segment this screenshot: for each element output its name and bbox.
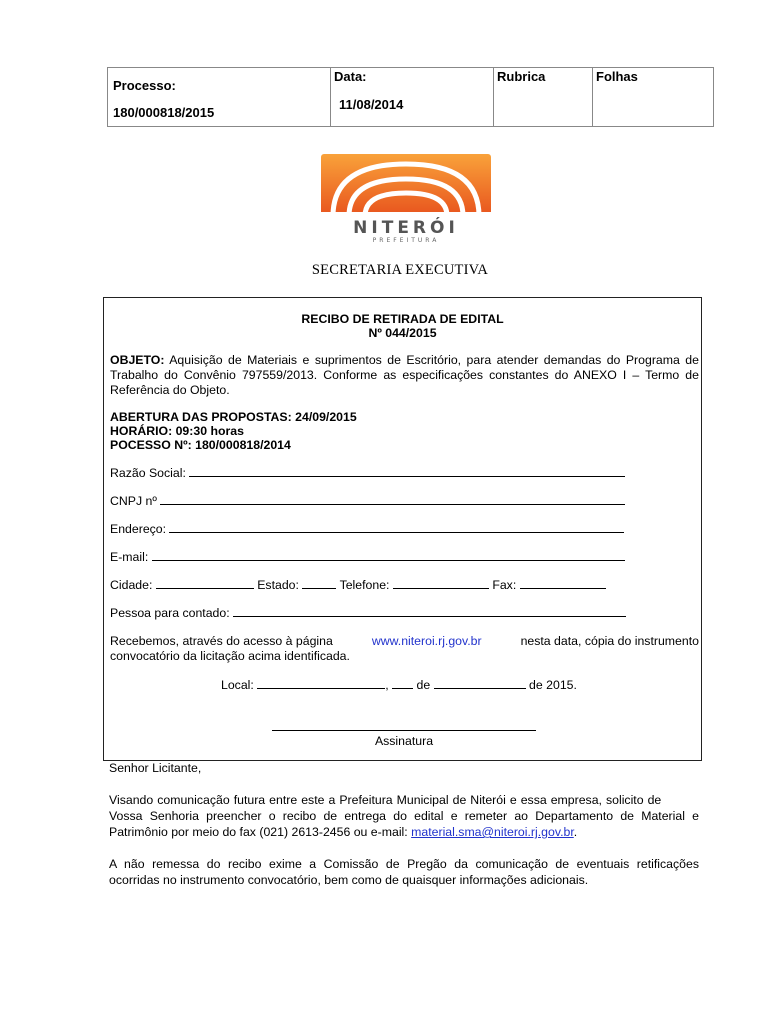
fax-line[interactable]	[520, 578, 606, 589]
remessa-line-1: A não remessa do recibo exime a Comissão de Pregão da comunicação de eventuais retificações	[109, 857, 699, 871]
rubrica-label: Rubrica	[497, 69, 546, 84]
dia-line[interactable]	[392, 678, 413, 689]
niteroi-logo	[319, 152, 493, 244]
email-line[interactable]	[152, 550, 625, 561]
mes-line[interactable]	[434, 678, 526, 689]
recebemos-line-1	[110, 634, 699, 649]
data-value: 11/08/2014	[339, 97, 404, 112]
svg-text:NITERÓI: NITERÓI	[353, 218, 459, 238]
objeto-paragraph	[110, 353, 699, 398]
processo-value: 180/000818/2015	[113, 105, 215, 120]
processo-text: POCESSO Nº: 180/000818/2014	[110, 438, 291, 452]
fax-label: Fax:	[492, 578, 517, 592]
cidade-row	[110, 578, 606, 593]
niteroi-link[interactable]: www.niteroi.rj.gov.br	[371, 634, 482, 648]
email-field[interactable]	[110, 550, 625, 565]
recebemos-text-2: nesta data, cópia do instrumento	[520, 634, 699, 648]
cnpj-line[interactable]	[160, 494, 625, 505]
de-2015-label: de 2015.	[529, 678, 577, 692]
endereco-line[interactable]	[169, 522, 624, 533]
recibo-box	[103, 297, 702, 761]
local-line[interactable]	[257, 678, 385, 689]
cidade-line[interactable]	[156, 578, 254, 589]
assinatura-line[interactable]	[272, 730, 536, 731]
objeto-text: Aquisição de Materiais e suprimentos de Escritório, para atender demandas do Programa de Trabalho do Convênio 797559/2013. Conforme as especificações constantes do ANEXO I – Termo de Referência do Objeto.	[110, 353, 699, 397]
data-label: Data:	[334, 69, 367, 84]
local-label: Local:	[221, 678, 254, 692]
pessoa-label: Pessoa para contado:	[110, 606, 230, 620]
processo-label: Processo:	[113, 78, 176, 93]
de-label: de	[416, 678, 431, 692]
folhas-cell	[593, 68, 713, 126]
visando-text-1: Visando comunicação futura entre este a Prefeitura Municipal de Niterói e essa empresa, solicito de	[109, 793, 662, 807]
estado-label: Estado:	[257, 578, 299, 592]
telefone-label: Telefone:	[339, 578, 390, 592]
recibo-title: RECIBO DE RETIRADA DE EDITAL	[301, 312, 504, 326]
visando-line-2: Vossa Senhoria preencher o recibo de entrega do edital e remeter ao Departamento de Material e	[109, 809, 699, 823]
folhas-label: Folhas	[596, 69, 638, 84]
visando-line-3: Patrimônio por meio do fax (021) 2613-2456 ou e-mail: material.sma@niteroi.rj.gov.br.	[109, 825, 578, 839]
endereco-field[interactable]	[110, 522, 624, 537]
recebemos-line-2: convocatório da licitação acima identificada.	[110, 649, 350, 663]
email-label: E-mail:	[110, 550, 149, 564]
razao-social-label: Razão Social:	[110, 466, 186, 480]
recibo-number: Nº 044/2015	[368, 326, 437, 340]
pessoa-line[interactable]	[233, 606, 626, 617]
data-cell	[331, 68, 494, 126]
objeto-label: OBJETO:	[110, 353, 165, 367]
senhor-licitante: Senhor Licitante,	[109, 761, 202, 775]
razao-social-line[interactable]	[189, 466, 625, 477]
pessoa-field[interactable]	[110, 606, 626, 621]
razao-social-field[interactable]	[110, 466, 625, 481]
visando-text-3: Patrimônio por meio do fax (021) 2613-2456 ou e-mail:	[109, 825, 408, 839]
rubrica-cell	[494, 68, 593, 126]
processo-cell	[108, 68, 331, 126]
telefone-line[interactable]	[393, 578, 489, 589]
estado-line[interactable]	[302, 578, 336, 589]
visando-line-1	[109, 793, 699, 808]
endereco-label: Endereço:	[110, 522, 167, 536]
remessa-line-2: ocorridas no instrumento convocatório, bem como de quaisquer informações adicionais.	[109, 873, 589, 887]
cnpj-label: CNPJ nº	[110, 494, 157, 508]
header-table	[107, 67, 714, 127]
secretaria-title: SECRETARIA EXECUTIVA	[311, 262, 489, 278]
abertura-text: ABERTURA DAS PROPOSTAS: 24/09/2015	[110, 410, 357, 424]
svg-text:PREFEITURA: PREFEITURA	[372, 237, 440, 244]
email-link[interactable]: material.sma@niteroi.rj.gov.br	[411, 825, 574, 839]
cnpj-field[interactable]	[110, 494, 625, 509]
local-row: Local: , de de 2015.	[221, 678, 577, 692]
cidade-label: Cidade:	[110, 578, 153, 592]
assinatura-label: Assinatura	[374, 734, 434, 748]
recebemos-text-1: Recebemos, através do acesso à página	[110, 634, 333, 648]
horario-text: HORÁRIO: 09:30 horas	[110, 424, 244, 438]
